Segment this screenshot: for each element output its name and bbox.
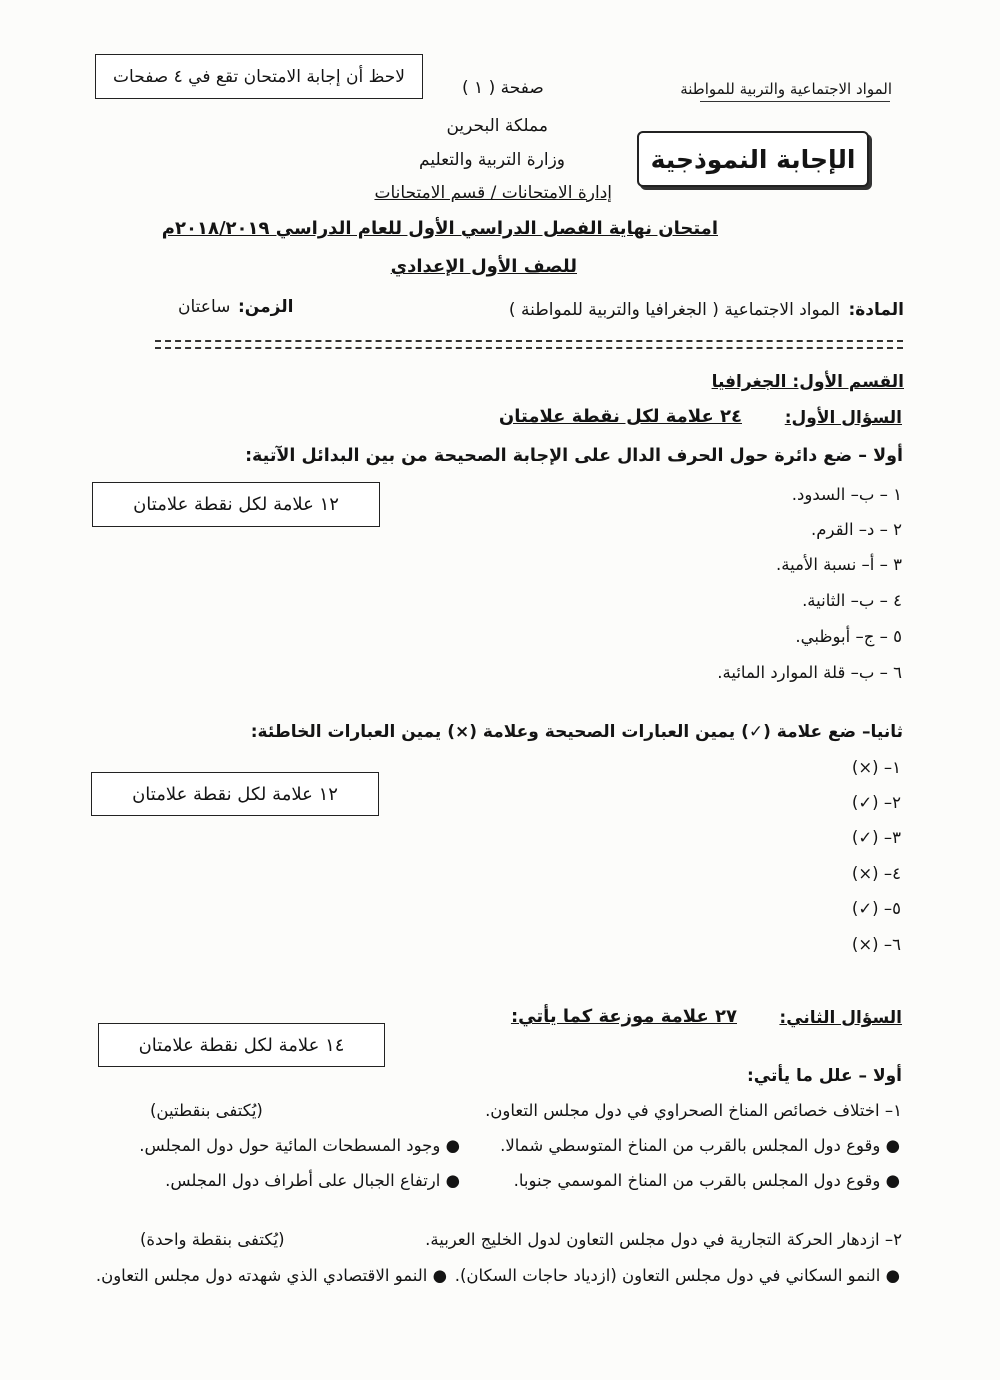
bullet-text: النمو السكاني في دول مجلس التعاون (ازدياد حاجات السكان). bbox=[454, 1266, 881, 1285]
tf-answer: ٢– (✓) bbox=[851, 793, 901, 812]
tf-answer: ١– (×) bbox=[851, 758, 901, 777]
q2-label: السؤال الثاني: bbox=[779, 1008, 902, 1028]
bullet-point: ● ارتفاع الجبال على أطراف دول المجلس. bbox=[165, 1171, 460, 1190]
header-underline bbox=[700, 101, 890, 102]
reason-item-2: ٢– ازدهار الحركة التجارية في دول مجلس التعاون لدول الخليج العربية. bbox=[425, 1230, 902, 1249]
time-label: الزمن: bbox=[238, 297, 294, 317]
subject-value: المواد الاجتماعية ( الجغرافيا والتربية للمواطنة ) bbox=[508, 300, 840, 320]
model-answer-stamp: الإجابة النموذجية bbox=[637, 131, 869, 187]
q2-part1-title: أولا – علل ما يأتي: bbox=[746, 1066, 902, 1086]
answer-item: ٦ – ب– قلة الموارد المائية. bbox=[717, 663, 902, 682]
q1-marks: ٢٤ علامة لكل نقطة علامتان bbox=[498, 406, 742, 427]
bullet-point: ● النمو السكاني في دول مجلس التعاون (ازدياد حاجات السكان). bbox=[454, 1266, 900, 1285]
q2-marks: ٢٧ علامة موزعة كما يأتي: bbox=[510, 1006, 737, 1027]
q1-part2-instruction: ثانيا– ضع علامة (✓) يمين العبارات الصحيحة وعلامة (×) يمين العبارات الخاطئة: bbox=[250, 722, 903, 742]
q1-label: السؤال الأول: bbox=[784, 408, 902, 428]
q1-part2-marks-box: ١٢ علامة لكل نقطة علامتان bbox=[91, 772, 379, 816]
bullet-text: وقوع دول المجلس بالقرب من المناخ الموسمي جنوبا. bbox=[513, 1171, 881, 1190]
bullet-point: ● وقوع دول المجلس بالقرب من المناخ الموسمي جنوبا. bbox=[513, 1171, 900, 1190]
reason-item-2-note: (يُكتفى بنقطة واحدة) bbox=[140, 1230, 285, 1249]
tf-answer: ٥– (✓) bbox=[851, 899, 901, 918]
tf-answer: ٣– (✓) bbox=[851, 828, 901, 847]
bullet-text: وقوع دول المجلس بالقرب من المناخ المتوسطي شمالا. bbox=[500, 1136, 881, 1155]
subject-header: المواد الاجتماعية والتربية للمواطنة bbox=[680, 80, 892, 98]
grade-title: للصف الأول الإعدادي bbox=[390, 256, 577, 277]
q1-part1-marks-box: ١٢ علامة لكل نقطة علامتان bbox=[92, 482, 380, 527]
answer-pages-note: لاحظ أن إجابة الامتحان تقع في ٤ صفحات bbox=[95, 54, 423, 99]
reason-item-1-note: (يُكتفى بنقطتين) bbox=[150, 1101, 263, 1120]
kingdom-label: مملكة البحرين bbox=[446, 116, 548, 136]
exam-title: امتحان نهاية الفصل الدراسي الأول للعام الدراسي ٢٠١٨/٢٠١٩م bbox=[161, 218, 718, 239]
answer-item: ٤ – ب– الثانية. bbox=[802, 591, 902, 610]
tf-answer: ٤– (×) bbox=[851, 864, 901, 883]
bullet-text: وجود المسطحات المائية حول دول المجلس. bbox=[139, 1136, 441, 1155]
answer-item: ٣ – أ– نسبة الأمية. bbox=[776, 555, 902, 574]
ministry-label: وزارة التربية والتعليم bbox=[419, 150, 565, 170]
answer-item: ١ – ب– السدود. bbox=[791, 485, 902, 504]
tf-answer: ٦– (×) bbox=[851, 935, 901, 954]
subject-label: المادة: bbox=[848, 300, 904, 320]
bullet-point: ● وقوع دول المجلس بالقرب من المناخ المتوسطي شمالا. bbox=[500, 1136, 900, 1155]
answer-item: ٥ – ج– أبوظبي. bbox=[795, 627, 902, 646]
bullet-text: ارتفاع الجبال على أطراف دول المجلس. bbox=[165, 1171, 441, 1190]
bullet-point: ● وجود المسطحات المائية حول دول المجلس. bbox=[139, 1136, 460, 1155]
q2-marks-box: ١٤ علامة لكل نقطة علامتان bbox=[98, 1023, 385, 1067]
bullet-text: النمو الاقتصادي الذي شهدته دول مجلس التعاون. bbox=[95, 1266, 428, 1285]
time-value: ساعتان bbox=[178, 297, 231, 317]
section-title: القسم الأول: الجغرافيا bbox=[711, 372, 904, 392]
bullet-point: ● النمو الاقتصادي الذي شهدته دول مجلس التعاون. bbox=[95, 1266, 447, 1285]
answer-item: ٢ – د– القرم. bbox=[811, 520, 902, 539]
reason-item-1: ١– اختلاف خصائص المناخ الصحراوي في دول مجلس التعاون. bbox=[485, 1101, 902, 1120]
department-label: إدارة الامتحانات / قسم الامتحانات bbox=[374, 183, 612, 203]
double-divider bbox=[155, 340, 903, 349]
q1-part1-instruction: أولا – ضع دائرة حول الحرف الدال على الإجابة الصحيحة من بين البدائل الآتية: bbox=[245, 446, 903, 466]
page-number: صفحة ( ١ ) bbox=[462, 78, 544, 98]
